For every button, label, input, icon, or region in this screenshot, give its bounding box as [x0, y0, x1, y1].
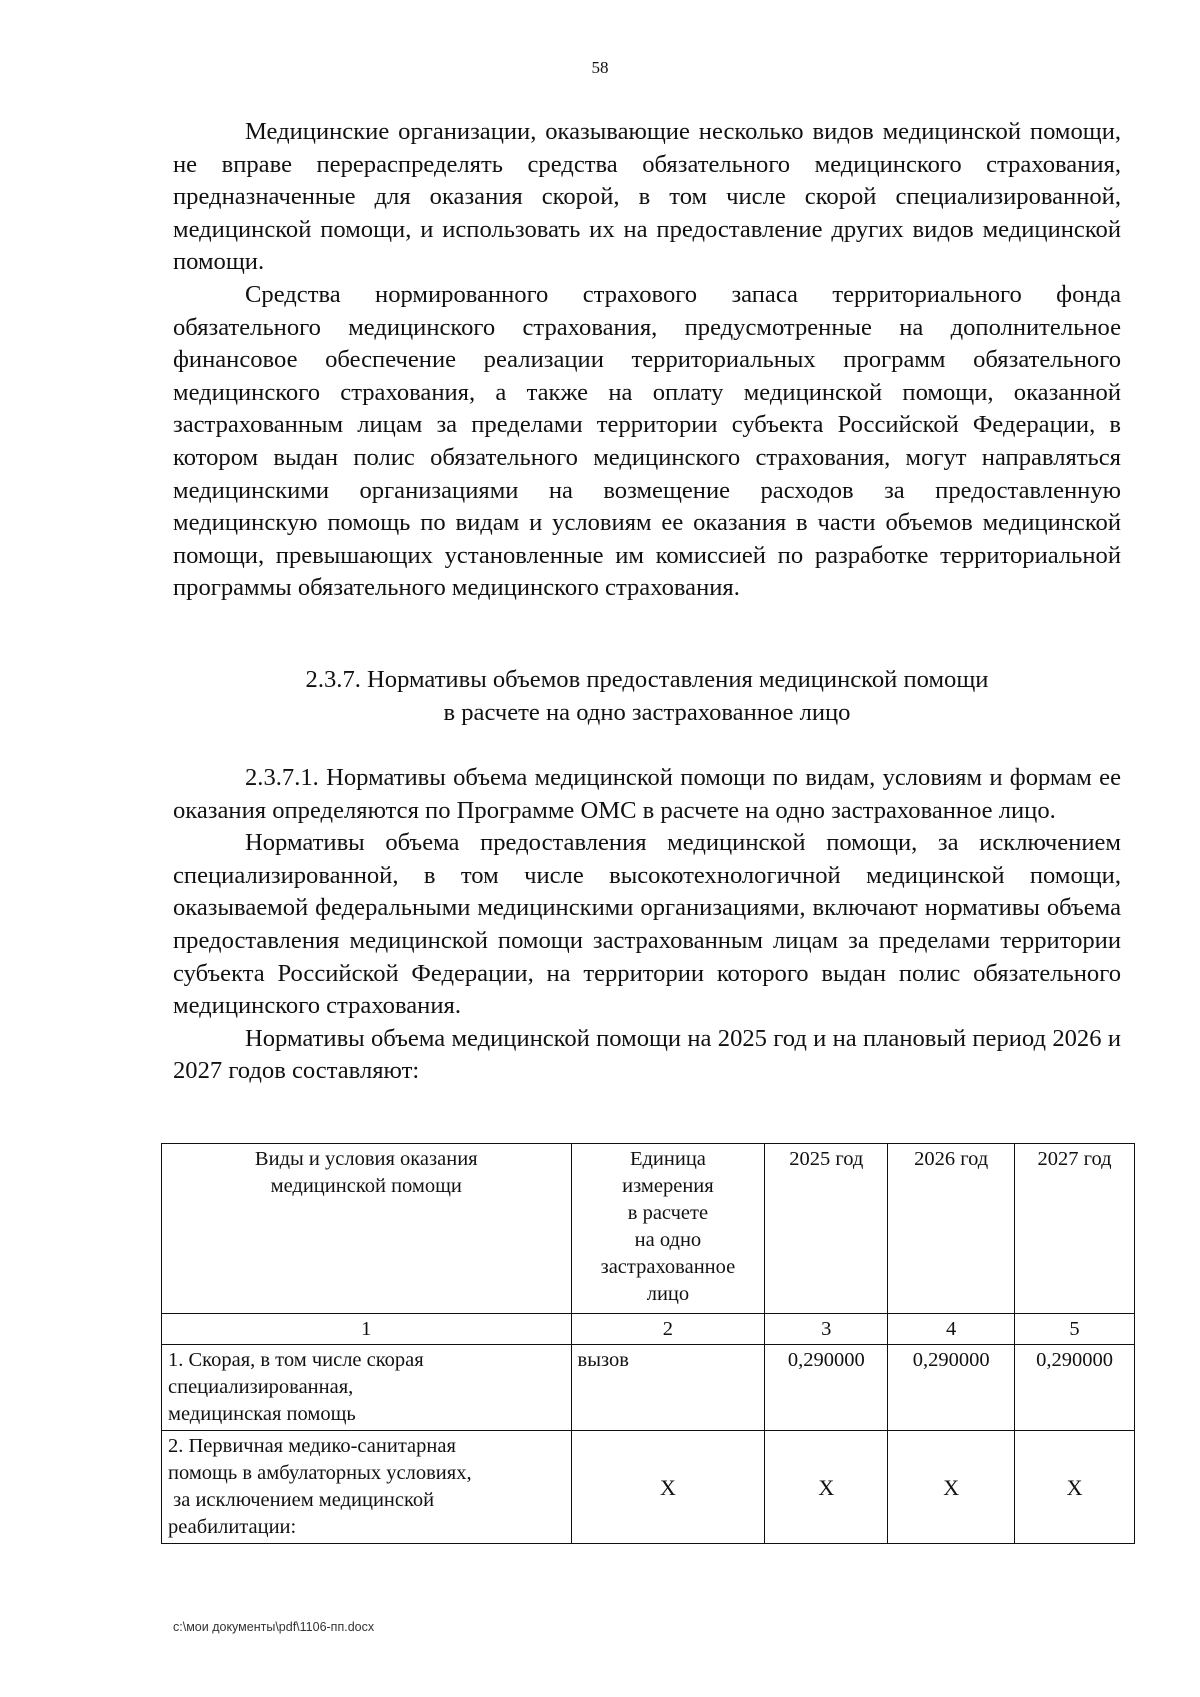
header-cell-2027: 2027 год: [1015, 1144, 1135, 1314]
header-cell-type: [162, 1144, 572, 1314]
body-text-block-1: [173, 116, 1121, 605]
header-text: измерения: [622, 1175, 714, 1197]
footer-file-path: c:\мои документы\pdf\1106-пп.docx: [173, 1620, 375, 1634]
number-cell: 5: [1015, 1314, 1135, 1345]
header-text: на одно: [634, 1229, 702, 1251]
header-text: в расчете: [627, 1202, 709, 1224]
table-header-row: [162, 1144, 1135, 1314]
row-value-2025: 0,290000: [765, 1345, 888, 1431]
table-number-row: [162, 1314, 1135, 1345]
row-value-2027: 0,290000: [1015, 1345, 1135, 1431]
row-type-cell: [162, 1345, 572, 1431]
row-value-2026: X: [888, 1431, 1015, 1544]
paragraph: 2.3.7.1. Нормативы объема медицинской помощи по видам, условиям и формам ее оказания определяются по Программе ОМС в расчете на одно застрахованное лицо.: [173, 764, 1121, 824]
header-cell-2026: 2026 год: [888, 1144, 1015, 1314]
table-row: [162, 1345, 1135, 1431]
paragraph: Медицинские организации, оказывающие несколько видов медицинской помощи, не вправе перераспределять средства обязательного медицинского страхования, предназначенные для оказания скорой, в том числе скорой специализированной, медицинской помощи, и использовать их на предоставление других видов медицинской помощи.: [173, 118, 1121, 276]
header-cell-2025: 2025 год: [765, 1144, 888, 1314]
row-type-cell: [162, 1431, 572, 1544]
paragraph: Средства нормированного страхового запаса территориального фонда обязательного медицинского страхования, предусмотренные на дополнительное финансовое обеспечение реализации территориальных программ обязательного медицинского страхования, а также на оплату медицинской помощи, оказанной застрахованным лицам за пределами территории субъекта Российской Федерации, в котором выдан полис обязательного медицинского страхования, могут направляться медицинскими организациями на возмещение расходов за предоставленную медицинскую помощь по видам и условиям ее оказания в части объемов медицинской помощи, превышающих установленные им комиссией по разработке территориальной программы обязательного медицинского страхования.: [173, 280, 1121, 602]
paragraph: Нормативы объема предоставления медицинской помощи, за исключением специализированной, в том числе высокотехнологичной медицинской помощи, оказываемой федеральными медицинскими организациями, включают нормативы объема предоставления медицинской помощи застрахованным лицам за пределами территории субъекта Российской Федерации, на территории которого выдан полис обязательного медицинского страхования.: [173, 829, 1121, 1020]
header-text: Единица: [629, 1148, 706, 1170]
header-text: Виды и условия оказания: [254, 1148, 478, 1170]
header-text: лицо: [646, 1283, 690, 1305]
row-type-text: помощь в амбулаторных условиях,: [168, 1462, 472, 1484]
row-unit-cell: X: [571, 1431, 765, 1544]
page-number: 58: [591, 58, 609, 77]
header-text: медицинской помощи: [270, 1175, 462, 1197]
header-text: застрахованное: [600, 1256, 736, 1278]
row-type-text: 2. Первичная медико-санитарная: [168, 1435, 456, 1457]
norms-table: [161, 1143, 1135, 1544]
row-value-2026: 0,290000: [888, 1345, 1015, 1431]
body-text-block-2: [173, 762, 1121, 1088]
row-type-text: 1. Скорая, в том числе скорая: [168, 1349, 424, 1371]
table-row: [162, 1431, 1135, 1544]
row-type-text: реабилитации:: [168, 1516, 297, 1538]
row-value-2025: X: [765, 1431, 888, 1544]
row-unit-cell: вызов: [571, 1345, 765, 1431]
paragraph: Нормативы объема медицинской помощи на 2025 год и на плановый период 2026 и 2027 годов составляют:: [173, 1024, 1121, 1085]
section-title-line: в расчете на одно застрахованное лицо: [443, 698, 851, 726]
number-cell: 1: [162, 1314, 572, 1345]
row-type-text: за исключением медицинской: [168, 1489, 435, 1511]
section-title: [173, 664, 1121, 729]
row-type-text: медицинская помощь: [168, 1403, 356, 1425]
row-value-2027: X: [1015, 1431, 1135, 1544]
number-cell: 2: [571, 1314, 765, 1345]
row-type-text: специализированная,: [168, 1376, 354, 1398]
header-cell-unit: [571, 1144, 765, 1314]
number-cell: 3: [765, 1314, 888, 1345]
section-title-line: 2.3.7. Нормативы объемов предоставления медицинской помощи: [305, 666, 989, 693]
number-cell: 4: [888, 1314, 1015, 1345]
